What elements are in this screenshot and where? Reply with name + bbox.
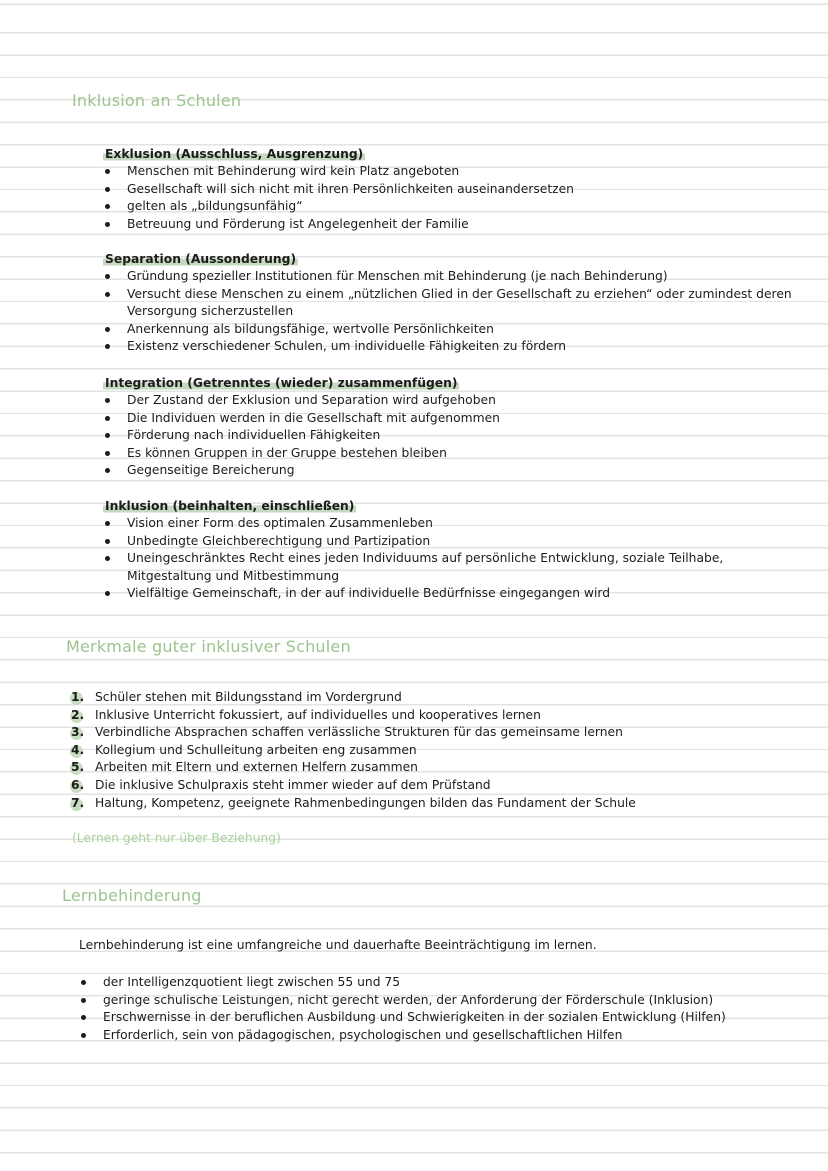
list-item: Vielfältige Gemeinschaft, in der auf individuelle Bedürfnisse eingegangen wird: [103, 585, 793, 603]
numbered-item: 1. Schüler stehen mit Bildungsstand im Vordergrund: [70, 689, 800, 707]
number-marker: 1.: [71, 690, 85, 704]
number-marker: 4.: [71, 742, 85, 757]
number-marker: 2.: [71, 707, 85, 722]
list-item: Menschen mit Behinderung wird kein Platz angeboten: [103, 163, 793, 181]
number-marker: 5.: [71, 760, 85, 775]
list-item: Betreuung und Förderung ist Angelegenheit der Familie: [103, 216, 793, 234]
list-item: Erforderlich, sein von pädagogischen, psychologischen und gesellschaftlichen Hilfen: [79, 1027, 809, 1045]
note-beziehung: (Lernen geht nur über Beziehung): [72, 831, 281, 845]
list-item: Uneingeschränktes Recht eines jeden Individuums auf persönliche Entwicklung, soziale Teilhabe, Mitgestaltung und Mitbestimmung: [103, 550, 793, 585]
section-title-merkmale: Merkmale guter inklusiver Schulen: [66, 637, 351, 656]
list-item: Gesellschaft will sich nicht mit ihren Persönlichkeiten auseinandersetzen: [103, 181, 793, 199]
list-item: Die Individuen werden in die Gesellschaft mit aufgenommen: [103, 410, 793, 428]
number-marker: 7.: [71, 795, 85, 810]
list-item: Vision einer Form des optimalen Zusammenleben: [103, 515, 793, 533]
integration-block: [103, 373, 793, 480]
number-marker: 3.: [71, 725, 85, 740]
numbered-item: 4. Kollegium und Schulleitung arbeiten eng zusammen: [70, 742, 800, 760]
number-marker: 6.: [71, 777, 85, 792]
list-item: Gegenseitige Bereicherung: [103, 462, 793, 480]
numbered-item: 2. Inklusive Unterricht fokussiert, auf individuelles und kooperatives lernen: [70, 707, 800, 725]
numbered-item: 3. Verbindliche Absprachen schaffen verlässliche Strukturen für das gemeinsame lernen: [70, 724, 800, 742]
inklusion-block: [103, 496, 793, 603]
integration-heading: Integration (Getrenntes (wieder) zusammenfügen): [105, 376, 458, 390]
section-title-lernbehinderung: Lernbehinderung: [62, 886, 202, 905]
separation-list: [103, 268, 793, 356]
exklusion-block: [103, 144, 793, 233]
integration-list: [103, 392, 793, 480]
separation-block: [103, 249, 793, 356]
list-item: Existenz verschiedener Schulen, um individuelle Fähigkeiten zu fördern: [103, 338, 793, 356]
list-item: Förderung nach individuellen Fähigkeiten: [103, 427, 793, 445]
numbered-item: 6. Die inklusive Schulpraxis steht immer wieder auf dem Prüfstand: [70, 777, 800, 795]
numbered-item: 7. Haltung, Kompetenz, geeignete Rahmenbedingungen bilden das Fundament der Schule: [70, 795, 800, 813]
inklusion-list: [103, 515, 793, 603]
merkmale-list: [70, 689, 800, 812]
list-item: Der Zustand der Exklusion und Separation wird aufgehoben: [103, 392, 793, 410]
list-item: Gründung spezieller Institutionen für Menschen mit Behinderung (je nach Behinderung): [103, 268, 793, 286]
lernbehinderung-intro: Lernbehinderung ist eine umfangreiche und dauerhafte Beeinträchtigung im lernen.: [79, 938, 597, 952]
list-item: Unbedingte Gleichberechtigung und Partizipation: [103, 533, 793, 551]
lernbehinderung-list: [79, 974, 809, 1044]
list-item: der Intelligenzquotient liegt zwischen 55 und 75: [79, 974, 809, 992]
exklusion-heading: Exklusion (Ausschluss, Ausgrenzung): [105, 147, 364, 161]
list-item: Anerkennung als bildungsfähige, wertvolle Persönlichkeiten: [103, 321, 793, 339]
list-item: Es können Gruppen in der Gruppe bestehen bleiben: [103, 445, 793, 463]
list-item: Erschwernisse in der beruflichen Ausbildung und Schwierigkeiten in der sozialen Entwicklung (Hilfen): [79, 1009, 809, 1027]
numbered-item: 5. Arbeiten mit Eltern und externen Helfern zusammen: [70, 759, 800, 777]
section-title-inklusion-an-schulen: Inklusion an Schulen: [72, 91, 242, 110]
list-item: gelten als „bildungsunfähig“: [103, 198, 793, 216]
separation-heading: Separation (Aussonderung): [105, 252, 297, 266]
exklusion-list: [103, 163, 793, 233]
list-item: geringe schulische Leistungen, nicht gerecht werden, der Anforderung der Förderschule (Inklusion): [79, 992, 809, 1010]
list-item: Versucht diese Menschen zu einem „nützlichen Glied in der Gesellschaft zu erziehen“ oder zumindest deren Versorgung sicherzustellen: [103, 286, 793, 321]
inklusion-heading: Inklusion (beinhalten, einschließen): [105, 499, 355, 513]
